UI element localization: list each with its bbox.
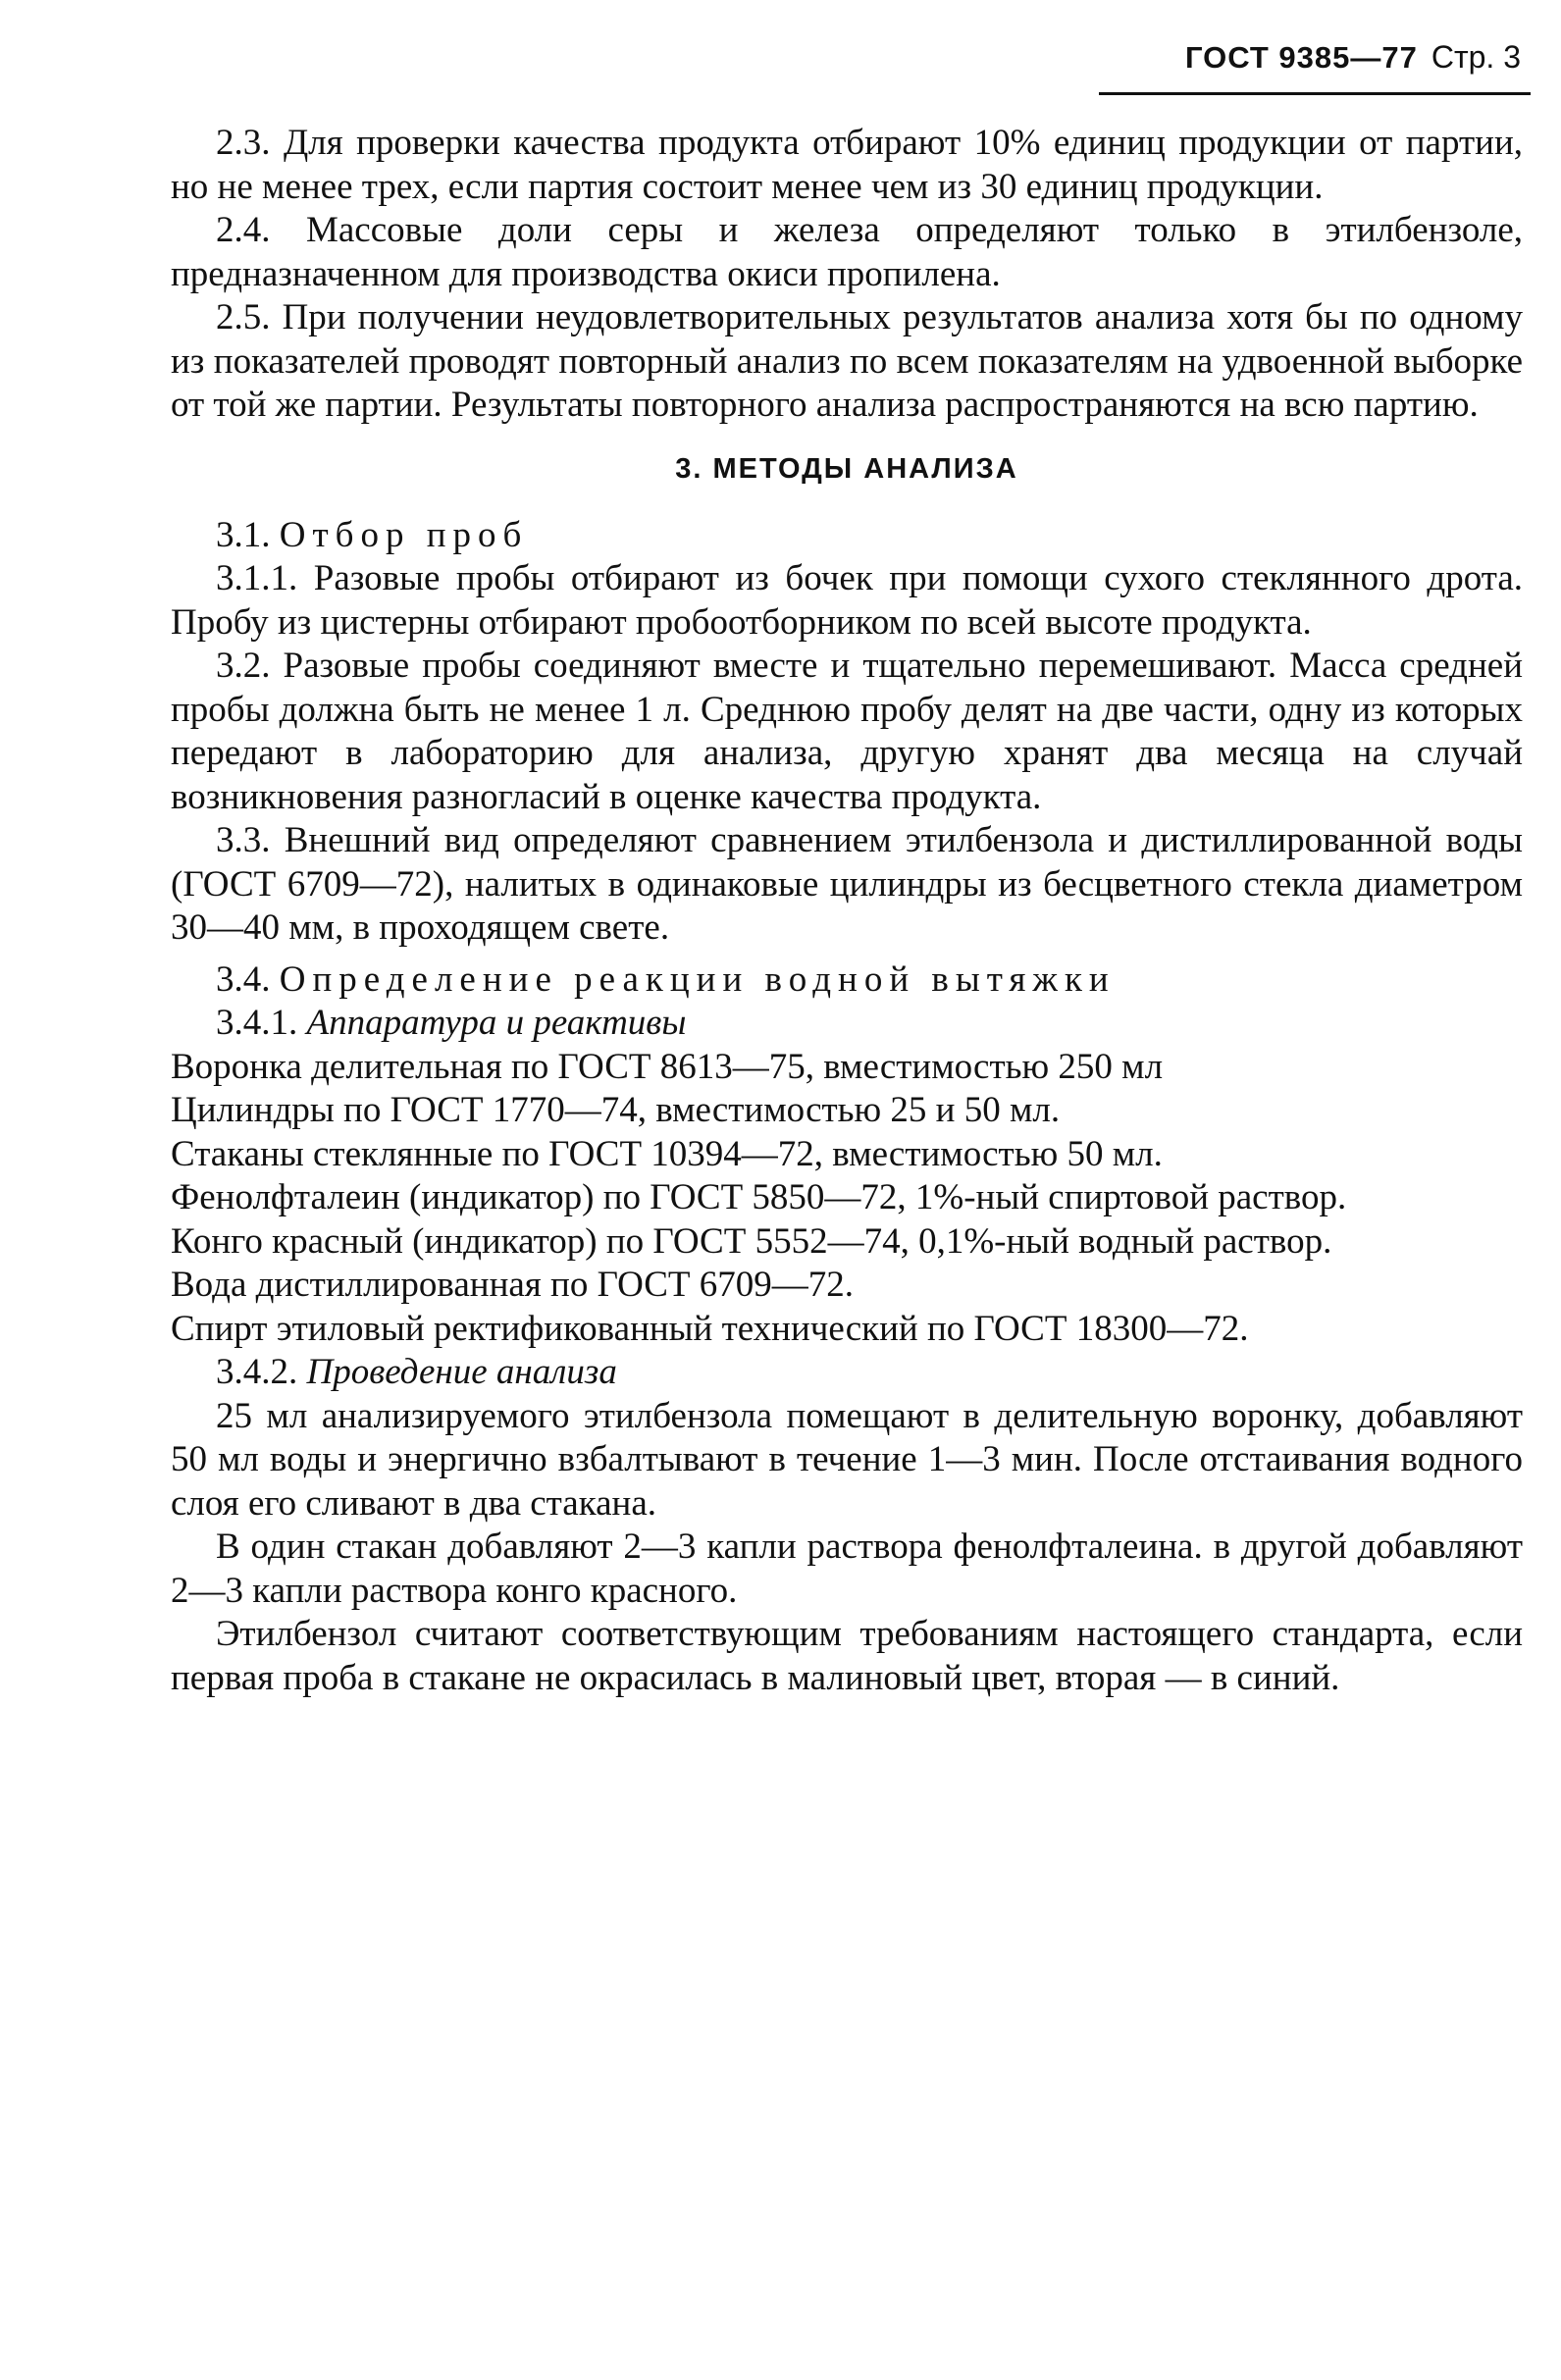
paragraph-3-1-1: 3.1.1. Разовые пробы отбирают из бочек при помощи сухого стеклянного дрота. Пробу из цистерны отбирают пробоотборником по всей высоте продукта. [171,558,1523,643]
page-number: Стр. 3 [1431,39,1521,75]
section-3-title: 3. МЕТОДЫ АНАЛИЗА [675,452,1018,485]
paragraph-3-4-2-indicators: В один стакан добавляют 2—3 капли раствора фенолфталеина. в другой добавляют 2—3 капли раствора конго красного. [171,1526,1523,1611]
paragraph-3-4-2-procedure: 25 мл анализируемого этилбензола помещают в делительную воронку, добавляют 50 мл воды и энергично взбалтывают в течение 1—3 мин. После отстаивания водного слоя его сливают в два стакана. [171,1395,1523,1524]
heading-3-4-2-title: Проведение анализа [306,1352,617,1392]
heading-3-4-number: 3.4. [216,958,271,1000]
heading-3-4-1 [171,1002,1523,1046]
heading-3-4-title: Определение реакции водной вытяжки [279,958,1116,1000]
body-text [171,122,1523,1700]
running-header [1128,39,1521,82]
heading-3-4-1-number: 3.4.1. [216,1003,298,1043]
reagent-item: Спирт этиловый ректификованный технический по ГОСТ 18300—72. [171,1308,1249,1349]
heading-3-4-2 [171,1351,1523,1395]
paragraph-3-2: 3.2. Разовые пробы соединяют вместе и тщательно перемешивают. Масса средней пробы должна быть не менее 1 л. Среднюю пробу делят на две части, одну из которых передают в лабораторию для анализа, другую хранят два месяца на случай возникновения разногласий в оценке качества продукта. [171,646,1523,817]
reagent-item: Воронка делительная по ГОСТ 8613—75, вместимостью 250 мл [171,1046,1164,1087]
paragraph-3-3: 3.3. Внешний вид определяют сравнением этилбензола и дистиллированной воды (ГОСТ 6709—72), налитых в одинаковые цилиндры из бесцветного стекла диаметром 30—40 мм, в проходящем свете. [171,820,1523,948]
heading-3-1 [171,514,1523,558]
header-rule [1099,92,1531,95]
reagent-item: Конго красный (индикатор) по ГОСТ 5552—74, 0,1%-ный водный раствор. [171,1220,1332,1262]
reagent-item: Фенолфталеин (индикатор) по ГОСТ 5850—72, 1%-ный спиртовой раствор. [171,1177,1347,1217]
paragraph-2-4: 2.4. Массовые доли серы и железа определяют только в этилбензоле, предназначенном для производства окиси пропилена. [171,210,1523,294]
reagent-item: Вода дистиллированная по ГОСТ 6709—72. [171,1265,855,1305]
heading-3-1-title: Отбор проб [279,514,529,555]
paragraph-2-3: 2.3. Для проверки качества продукта отбирают 10% единиц продукции от партии, но не менее трех, если партия состоит менее чем из 30 единиц продукции. [171,123,1523,207]
heading-3-4 [171,958,1523,1003]
standard-number: ГОСТ 9385—77 [1184,40,1418,75]
paragraph-2-5: 2.5. При получении неудовлетворительных результатов анализа хотя бы по одному из показателей проводят повторный анализ по всем показателям на удвоенной выборке от той же партии. Результаты повторного анализа распространяются на всю партию. [171,297,1523,425]
reagent-item: Стаканы стеклянные по ГОСТ 10394—72, вместимостью 50 мл. [171,1133,1163,1174]
heading-3-1-number: 3.1. [216,514,271,555]
heading-3-4-2-number: 3.4.2. [216,1352,298,1392]
paragraph-3-4-2-result: Этилбензол считают соответствующим требованиям настоящего стандарта, если первая проба в стакане не окрасилась в малиновый цвет, вторая — в синий. [171,1614,1523,1698]
reagent-item: Цилиндры по ГОСТ 1770—74, вместимостью 25 и 50 мл. [171,1090,1061,1130]
heading-3-4-1-title: Аппаратура и реактивы [306,1003,687,1043]
